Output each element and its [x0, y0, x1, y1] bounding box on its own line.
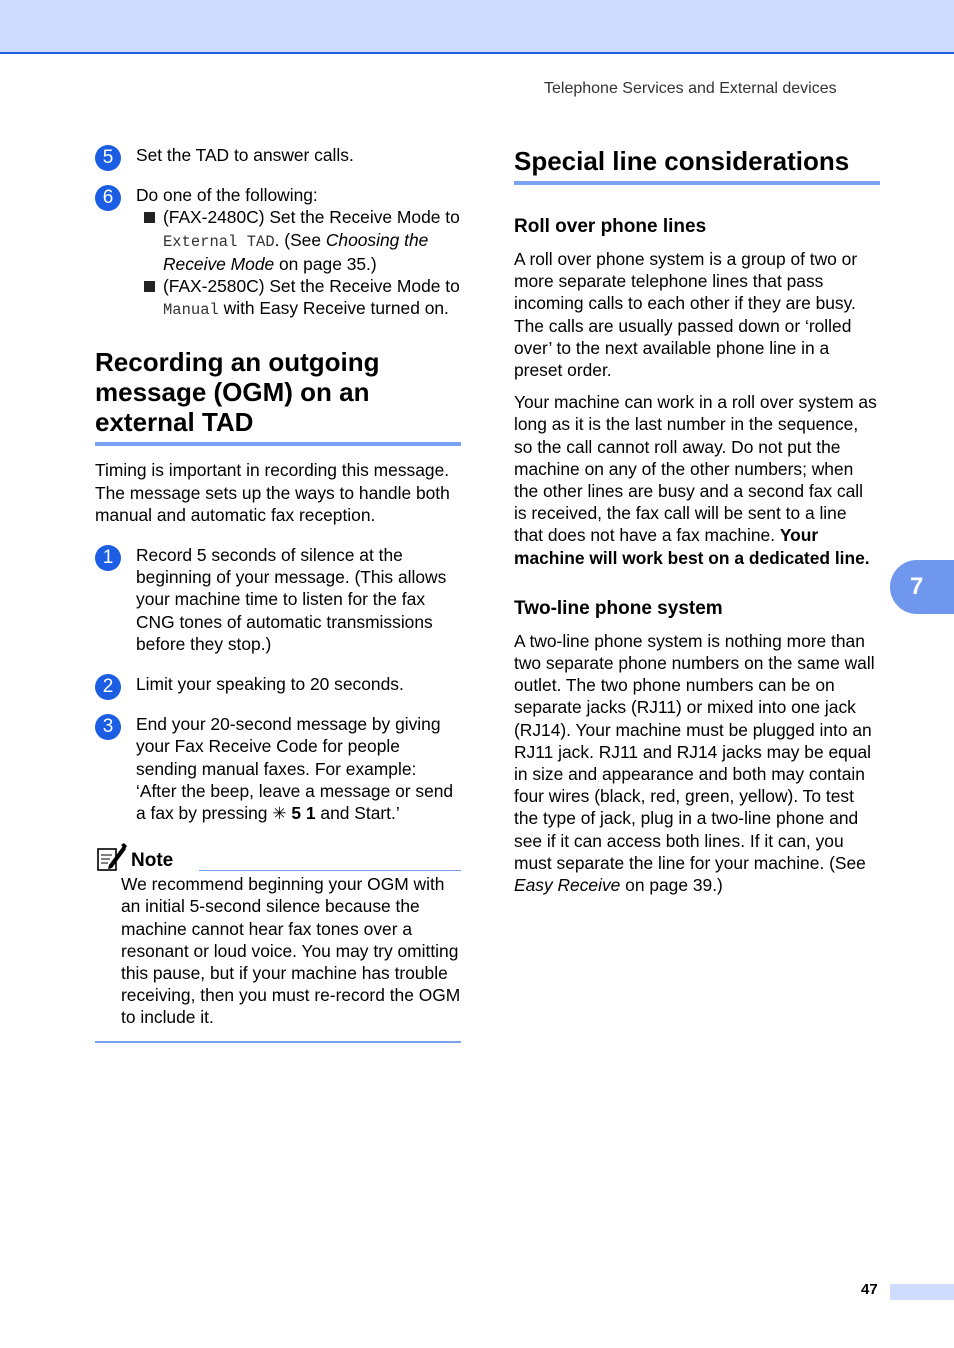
- step-number-badge: 6: [95, 185, 121, 211]
- item-text: on page 35.): [274, 253, 377, 274]
- step-text: Record 5 seconds of silence at the beginning of your message. (This allows your machine time to listen for the fax CNG tones of automatic transmissions before they stop.): [136, 545, 447, 654]
- option-list: [136, 206, 461, 321]
- menu-value: External TAD: [163, 232, 275, 251]
- note-rule: [199, 870, 461, 871]
- paragraph: [514, 391, 880, 569]
- page-number-tab: [890, 1284, 954, 1300]
- step-number-badge: 5: [95, 145, 121, 171]
- note-header: [95, 843, 461, 873]
- menu-value: Manual: [163, 301, 219, 320]
- step-text-end: and Start.’: [315, 803, 400, 824]
- reference-title: Choosing the Receive Mode: [163, 229, 429, 274]
- running-header: Telephone Services and External devices: [544, 80, 837, 97]
- paragraph: A roll over phone system is a group of two or more separate telephone lines that pass incoming calls to each other if they are busy. The calls are usually passed down or ‘rolled over’ to the next available phone line in a preset order.: [514, 249, 858, 381]
- step-text: End your 20-second message by giving your Fax Receive Code for people sending manual faxes. For example: ‘After the beep, leave a message or send a fax by pressing: [136, 714, 454, 824]
- section-rule: [514, 181, 880, 185]
- step-1: [95, 544, 461, 655]
- note-end-rule: [95, 1041, 461, 1043]
- top-header-band: [0, 0, 954, 54]
- paragraph-text: A two-line phone system is nothing more than two separate phone numbers on the same wall outlet. The two phone numbers can be on separate jacks (RJ11) or mixed into one jack (RJ14). Your machine must be plugged into an RJ11 jack. RJ11 and RJ14 jacks may be equal in size and appearance and both may contain four wires (black, red, green, yellow). To test the type of jack, plug in a two-line phone and see if it can access both lines. If it can, you must separate the line for your machine. (See: [514, 630, 875, 873]
- chapter-tab: 7: [890, 560, 954, 614]
- list-item: [163, 275, 461, 321]
- item-text: with Easy Receive turned on.: [218, 298, 449, 319]
- note-body: We recommend beginning your OGM with an initial 5-second silence because the machine cannot hear fax tones over a resonant or loud voice. You may try omitting this pause, but if your machine has trouble receiving, then you must re-record the OGM to include it.: [121, 874, 461, 1028]
- step-2: [95, 673, 461, 698]
- step-text: Limit your speaking to 20 seconds.: [136, 674, 404, 695]
- item-text: (FAX-2580C) Set the Receive Mode to: [163, 276, 460, 297]
- list-item: [163, 206, 461, 275]
- right-column: [514, 140, 880, 896]
- step-5: [95, 144, 461, 166]
- star-key-icon: ✳: [272, 804, 287, 824]
- paragraph-text: Your machine can work in a roll over system as long as it is the last number in the sequence, so the call cannot roll away. Do not put the machine on any of the other numbers; when the other lines are busy and a second fax call is received, the fax call will be sent to a line that does not have a fax machine.: [514, 392, 877, 546]
- section-title: Recording an outgoing message (OGM) on an external TAD: [95, 347, 380, 438]
- subsection-title: Two-line phone system: [514, 597, 723, 619]
- section-title: Special line considerations: [514, 146, 850, 176]
- left-column: [95, 140, 461, 1043]
- section-intro: Timing is important in recording this message. The message sets up the ways to handle both manual and automatic fax reception.: [95, 460, 450, 525]
- step-number-badge: 1: [95, 545, 121, 571]
- step-6: [95, 184, 461, 321]
- step-number-badge: 2: [95, 674, 121, 700]
- step-text: Set the TAD to answer calls.: [136, 145, 354, 165]
- section-rule: [95, 442, 461, 446]
- item-text: . (See: [274, 229, 326, 250]
- reference-title: Easy Receive: [514, 875, 621, 896]
- note-label: Note: [131, 850, 174, 872]
- step-3: [95, 713, 461, 825]
- subsection-title: Roll over phone lines: [514, 216, 707, 237]
- item-text: (FAX-2480C) Set the Receive Mode to: [163, 207, 460, 228]
- pencil-note-icon: [95, 843, 127, 873]
- paragraph-emphasis: Your machine will work best on a dedicated line.: [514, 525, 870, 568]
- step-number-badge: 3: [95, 714, 121, 740]
- paragraph-text: on page 39.): [620, 875, 723, 896]
- key-sequence: 5 1: [286, 803, 316, 824]
- page-number: 47: [861, 1281, 878, 1298]
- paragraph: [514, 630, 880, 896]
- step-text: Do one of the following:: [136, 185, 318, 206]
